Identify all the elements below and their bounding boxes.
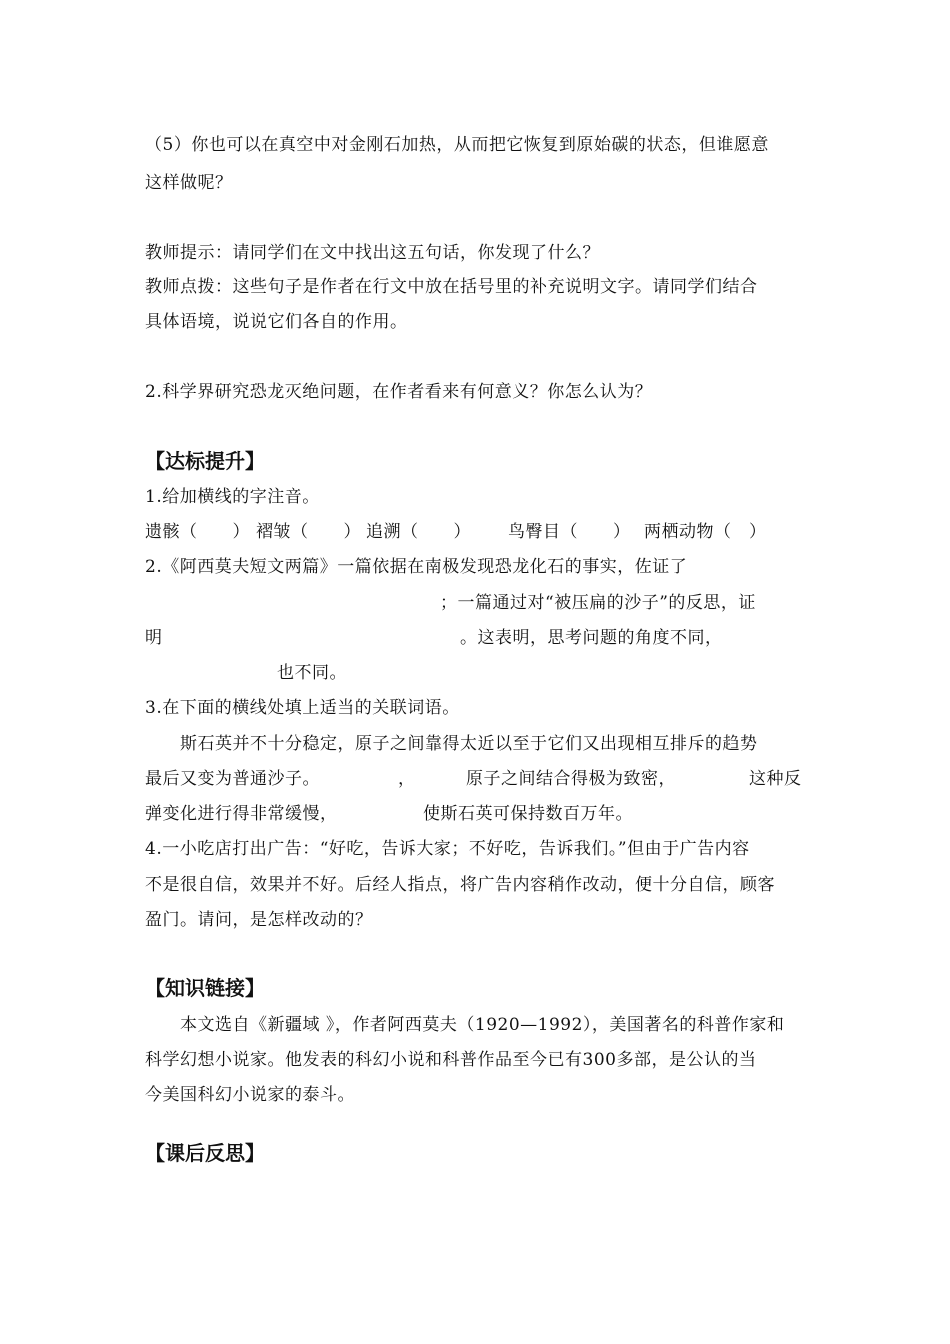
q2-line-1: 2.《阿西莫夫短文两篇》一篇依据在南极发现恐龙化石的事实，佐证了 bbox=[145, 557, 688, 577]
q1-item: 追溯（ ） bbox=[366, 522, 471, 542]
q3-prompt: 3.在下面的横线处填上适当的关联词语。 bbox=[145, 698, 460, 718]
q3-line-2-d: 这种反 bbox=[749, 769, 802, 789]
q1-item: 遗骸（ ） bbox=[145, 522, 250, 542]
q3-line-3-b: 使斯石英可保持数百万年。 bbox=[423, 804, 633, 824]
q2-line-3-end: 。这表明，思考问题的角度不同， bbox=[460, 628, 723, 648]
q1-prompt: 1.给加横线的字注音。 bbox=[145, 487, 320, 507]
knowledge-line-3: 今美国科幻小说家的泰斗。 bbox=[145, 1085, 355, 1105]
q4-line-3: 盈门。请问，是怎样改动的？ bbox=[145, 910, 373, 930]
q2-line-4: 也不同。 bbox=[277, 663, 347, 683]
q3-line-1: 斯石英并不十分稳定，原子之间靠得太近以至于它们又出现相互排斥的趋势 bbox=[180, 734, 758, 754]
teacher-guide-line-2: 具体语境，说说它们各自的作用。 bbox=[145, 312, 408, 332]
q2-line-3-start: 明 bbox=[145, 628, 163, 648]
q2-line-2: ；一篇通过对“被压扁的沙子”的反思，证 bbox=[440, 593, 756, 613]
q3-line-3-a: 弹变化进行得非常缓慢， bbox=[145, 804, 338, 824]
q3-line-2-b: ， bbox=[398, 769, 416, 789]
teacher-guide-line-1: 教师点拨：这些句子是作者在行文中放在括号里的补充说明文字。请同学们结合 bbox=[145, 277, 758, 297]
q3-line-2-a: 最后又变为普通沙子。 bbox=[145, 769, 320, 789]
q4-line-1: 4.一小吃店打出广告：“好吃，告诉大家；不好吃，告诉我们。”但由于广告内容 bbox=[145, 839, 750, 859]
section-heading-zhishi: 【知识链接】 bbox=[145, 976, 265, 1000]
teacher-hint: 教师提示：请同学们在文中找出这五句话，你发现了什么？ bbox=[145, 243, 600, 263]
q4-line-2: 不是很自信，效果并不好。后经人指点，将广告内容稍作改动，便十分自信，顾客 bbox=[145, 875, 775, 895]
knowledge-line-2: 科学幻想小说家。他发表的科幻小说和科普作品至今已有300多部，是公认的当 bbox=[145, 1050, 757, 1070]
question-2: 2.科学界研究恐龙灭绝问题，在作者看来有何意义？你怎么认为？ bbox=[145, 382, 653, 402]
section-heading-dabiao: 【达标提升】 bbox=[145, 449, 265, 473]
q1-item: 褶皱（ ） bbox=[256, 522, 361, 542]
q1-item: 两栖动物（ ） bbox=[644, 522, 767, 542]
knowledge-line-1: 本文选自《新疆域 》，作者阿西莫夫（1920—1992），美国著名的科普作家和 bbox=[180, 1015, 785, 1035]
q1-item: 鸟臀目（ ） bbox=[508, 522, 631, 542]
q3-line-2-c: 原子之间结合得极为致密， bbox=[466, 769, 676, 789]
paragraph-5-line-2: 这样做呢？ bbox=[145, 173, 233, 193]
section-heading-fansi: 【课后反思】 bbox=[145, 1141, 265, 1165]
paragraph-5-line-1: （5）你也可以在真空中对金刚石加热，从而把它恢复到原始碳的状态，但谁愿意 bbox=[145, 135, 769, 155]
